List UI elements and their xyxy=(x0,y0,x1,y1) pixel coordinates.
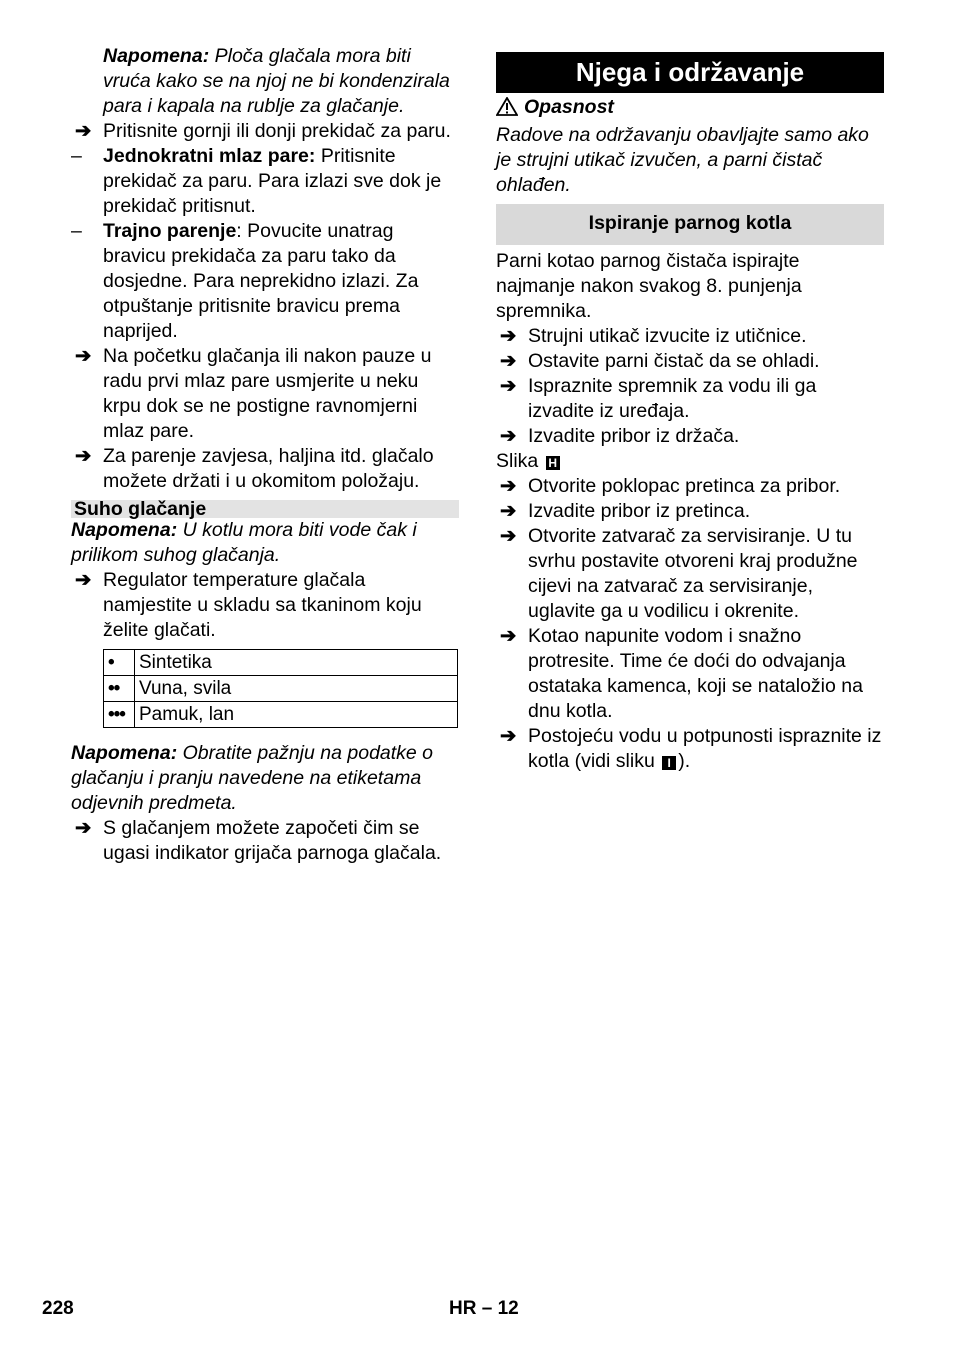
arrow-right-icon: ➔ xyxy=(500,725,517,747)
section-page-label: HR – 12 xyxy=(449,1298,519,1319)
danger-heading: Opasnost xyxy=(496,95,884,123)
step-drain-boiler: ➔ Postojeću vodu u potpunosti ispraznite iz kotla (vidi sliku I ). xyxy=(500,725,882,772)
dash-single-burst: – Jednokratni mlaz pare: Pritisnite prekidač za paru. Para izlazi sve dok je prekidač pritisnut. xyxy=(71,145,442,217)
note-care-labels: Napomena: Obratite pažnju na podatke o glačanju i pranju navedene na etiketama odjevnih predmeta. xyxy=(71,742,434,814)
left-column xyxy=(71,44,459,866)
arrow-right-icon: ➔ xyxy=(500,425,517,447)
arrow-right-icon: ➔ xyxy=(75,120,92,142)
figure-badge: I xyxy=(662,756,676,770)
arrow-right-icon: ➔ xyxy=(500,350,517,372)
arrow-right-icon: ➔ xyxy=(500,500,517,522)
note-water-in-boiler: Napomena: U kotlu mora biti vode čak i prilikom suhog glačanja. xyxy=(71,519,417,566)
step-vertical-position: ➔ Za parenje zavjesa, haljina itd. glačalo možete držati i u okomitom položaju. xyxy=(75,445,434,492)
danger-text: Radove na održavanju obavljajte samo ako je strujni utikač izvučen, a parni čistač ohlađen. xyxy=(496,124,869,196)
step-take-accessories: ➔ Izvadite pribor iz pretinca. xyxy=(500,500,751,522)
step-unplug: ➔ Strujni utikač izvucite iz utičnice. xyxy=(500,325,807,347)
step-first-burst-cloth: ➔ Na početku glačanja ili nakon pauze u radu prvi mlaz pare usmjerite u neku krpu dok se ne postigne ravnomjerni mlaz pare. xyxy=(75,345,432,442)
table-row: • Sintetika xyxy=(104,650,458,676)
fabric-temperature-table xyxy=(103,649,458,728)
step-start-ironing: ➔ S glačanjem možete započeti čim se ugasi indikator grijača parnoga glačala. xyxy=(75,817,442,864)
arrow-right-icon: ➔ xyxy=(500,325,517,347)
intro-paragraph: Parni kotao parnog čistača ispirajte najmanje nakon svakog 8. punjenja spremnika. xyxy=(496,250,802,322)
arrow-right-icon: ➔ xyxy=(500,475,517,497)
dash-marker: – xyxy=(71,145,82,167)
table-row: ••• Pamuk, lan xyxy=(104,702,458,728)
step-open-lid: ➔ Otvorite poklopac pretinca za pribor. xyxy=(500,475,841,497)
table-row: •• Vuna, svila xyxy=(104,676,458,702)
dash-continuous-steam: – Trajno parenje: Povucite unatrag bravicu prekidača za paru tako da dosjedne. Para neprekidno izlazi. Za otpuštanje pritisnite bravicu prema naprijed. xyxy=(71,220,419,342)
step-empty-tank: ➔ Ispraznite spremnik za vodu ili ga izvadite iz uređaja. xyxy=(500,375,817,422)
subheading-dry-ironing: Suho glačanje xyxy=(71,500,459,518)
step-remove-accessories: ➔ Izvadite pribor iz držača. xyxy=(500,425,740,447)
arrow-right-icon: ➔ xyxy=(500,375,517,397)
figure-reference: Slika H xyxy=(496,449,884,474)
arrow-right-icon: ➔ xyxy=(500,525,517,547)
page-number: 228 xyxy=(42,1298,74,1319)
arrow-right-icon: ➔ xyxy=(75,445,92,467)
step-fill-shake: ➔ Kotao napunite vodom i snažno protresite. Time će doći do odvajanja ostataka kamenca, koji se nataložio na dnu kotla. xyxy=(500,625,863,722)
step-cool-down: ➔ Ostavite parni čistač da se ohladi. xyxy=(500,350,820,372)
arrow-right-icon: ➔ xyxy=(75,345,92,367)
warning-triangle-icon xyxy=(496,97,518,123)
dash-marker: – xyxy=(71,220,82,242)
section-heading: Njega i održavanje xyxy=(496,52,884,93)
arrow-right-icon: ➔ xyxy=(500,625,517,647)
right-column xyxy=(496,44,884,774)
arrow-right-icon: ➔ xyxy=(75,817,92,839)
note-plate-hot: Napomena: Ploča glačala mora biti vruća kako se na njoj ne bi kondenzirala para i kapala na rublje za glačanje. xyxy=(103,45,450,117)
arrow-right-icon: ➔ xyxy=(75,569,92,591)
step-temperature-regulator: ➔ Regulator temperature glačala namjestite u skladu sa tkaninom koju želite glačati. xyxy=(75,569,422,641)
step-open-service-cap: ➔ Otvorite zatvarač za servisiranje. U tu svrhu postavite otvoreni kraj produžne cijevi na zatvarač za servisiranje, uglavite ga u vodilicu i okrenite. xyxy=(500,525,858,622)
subsection-heading: Ispiranje parnog kotla xyxy=(496,204,884,245)
figure-badge: H xyxy=(546,456,560,470)
step-press-steam-switch: ➔ Pritisnite gornji ili donji prekidač za paru. xyxy=(75,120,451,142)
